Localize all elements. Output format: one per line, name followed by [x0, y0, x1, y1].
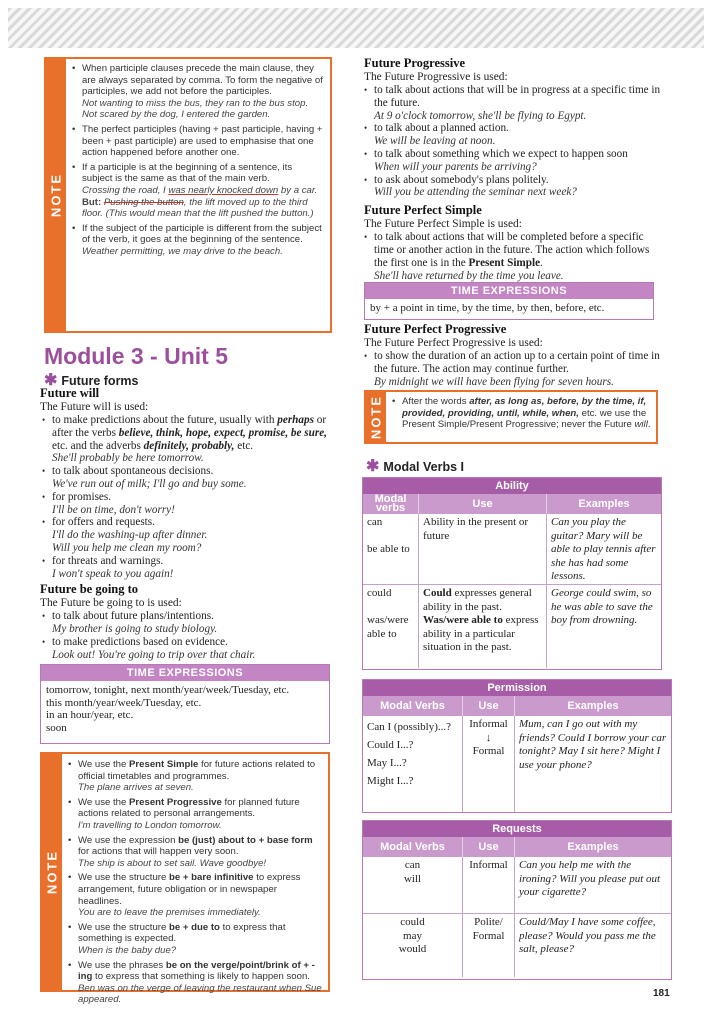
- future-will-section: [40, 386, 330, 662]
- ability-table: Ability Modal verbs Use Examples can be able to Ability in the present or future Can you play the guitar? Mary will be able to play tennis after she has had some lessons. could was/were able to Could expresses general ability in the past. Was/were able to express ability in a particular situation in the past. George could swim, so he was able to save the boy from drowning.: [362, 477, 662, 670]
- list-item: • to make predictions based on evidence. Look out! You're going to trip over that chair.: [42, 636, 330, 662]
- list-item: • for threats and warnings. I won't speak to you again!: [42, 555, 330, 581]
- module-title: Module 3 - Unit 5: [44, 343, 228, 369]
- note-tab: NOTE: [42, 754, 62, 990]
- note-item: • We use the structure be + due to to express that something is expected. When is the baby due?: [68, 922, 322, 957]
- note-item: • We use the expression be (just) about to + base form for actions that will happen very soon. The ship is about to set sail. Wave goodbye!: [68, 835, 322, 870]
- note-item: • When participle clauses precede the main clause, they are always separated by comma. To form the negative of participles, we add not before the participles. Not wanting to miss the bus, they ran to the bus stop. Not scared by the dog, I entered the garden.: [72, 63, 324, 121]
- list-item: • to make predictions about the future, usually with perhaps or after the verbs believe, think, hope, expect, promise, be sure, etc. and the adverbs definitely, probably, etc. She'll probably be here tomorrow.: [42, 414, 330, 465]
- future-will-heading: Future will: [40, 386, 100, 400]
- table-row: could may would Polite/ Formal Could/May I have some coffee, please? Would you pass me the salt, please?: [363, 913, 671, 977]
- table-row: Can I (possibly)...? Could I...? May I...? Might I...? Informal ↓ Formal Mum, can I go out with my friends? Could I borrow your car tonight? May I sit here? Might I use your phone?: [363, 716, 671, 812]
- note-item: • The perfect participles (having + past participle, having + been + past participle) are used to emphasise that one action happened before another one.: [72, 124, 324, 159]
- future-perfect-simple-heading: Future Perfect Simple: [364, 203, 482, 218]
- future-forms-heading: ✱ Future forms: [44, 372, 139, 389]
- table-row: could was/were able to Could expresses general ability in the past. Was/were able to express ability in a particular situation in the past. George could swim, so he was able to save the boy from drowning.: [363, 584, 661, 668]
- list-item: • to talk about actions that will be completed before a specific time or another action in the future. The action which follows the first one is in the Present Simple. She'll have returned by the time you leave.: [364, 231, 664, 282]
- star-icon: ✱: [366, 458, 380, 475]
- note-item: • We use the phrases be on the verge/point/brink of + -ing to express that something is likely to happen soon. Ben was on the verge of leaving the restaurant when Sue appeared.: [68, 960, 322, 1006]
- future-progressive-heading: Future Progressive: [364, 56, 466, 70]
- time-expressions-heading: TIME EXPRESSIONS: [41, 665, 329, 681]
- list-item: • to talk about future plans/intentions. My brother is going to study biology.: [42, 610, 330, 636]
- time-expressions-heading: TIME EXPRESSIONS: [365, 283, 653, 299]
- list-item: • to talk about a planned action. We will be leaving at noon.: [364, 122, 664, 148]
- requests-title: Requests: [363, 821, 671, 837]
- modal-verbs-heading: ✱ Modal Verbs I: [366, 458, 464, 475]
- permission-title: Permission: [363, 680, 671, 696]
- note-item: • After the words after, as long as, before, by the time, if, provided, providing, until, while, when, etc. we use the Present Simple/Present Progressive; never the Future will.: [392, 396, 652, 431]
- list-item: • to show the duration of an action up to a certain point of time in the future. The action may continue further. By midnight we will have been flying for seven hours.: [364, 350, 664, 388]
- list-item: • for promises. I'll be on time, don't worry!: [42, 491, 330, 517]
- requests-table: Requests Modal Verbs Use Examples can will Informal Can you help me with the ironing? Will you please put out your cigarette? could may would Polite/ Formal Could/May I have some coffee, please? Would you pass me the salt, please?: [362, 820, 672, 980]
- list-item: • for offers and requests. I'll do the washing-up after dinner. Will you help me clean my room?: [42, 516, 330, 554]
- note-time-clauses: [364, 390, 658, 444]
- note-participles: [44, 57, 332, 333]
- note-item: • We use the structure be + bare infinitive to express arrangement, future obligation or in newspaper headlines. You are to leave the premises immediately.: [68, 872, 322, 918]
- future-perfect-progressive-heading: Future Perfect Progressive: [364, 322, 507, 336]
- future-progressive-section: Future Progressive The Future Progressive is used: • to talk about actions that will be in progress at a specific time in the future. At 9 o'clock tomorrow, she'll be flying to Egypt. • to talk about a planned action. We will be leaving at noon. • to talk about something which we expect to happen soon When will your parents be arriving? • to ask about somebody's plans politely. Will you be attending the seminar next week? Future Perfect Simple The Future Perfect Simple is used: • to talk about actions that will be completed before a specific time or another action in the future. The action which follows the first one is in the Present Simple. She'll have returned by the time you leave.: [364, 56, 664, 282]
- future-going-intro: The Future be going to is used:: [40, 597, 182, 610]
- list-item: • to talk about something which we expect to happen soon When will your parents be arriving?: [364, 148, 664, 174]
- note-tab: NOTE: [46, 59, 66, 331]
- table-row: can be able to Ability in the present or future Can you play the guitar? Mary will be able to play tennis after she has had some lessons.: [363, 514, 661, 584]
- permission-table: Permission Modal Verbs Use Examples Can I (possibly)...? Could I...? May I...? Might I...? Informal ↓ Formal Mum, can I go out with my friends? Could I borrow your car tonight? May I sit here? Might I use your phone?: [362, 679, 672, 813]
- note-tab: NOTE: [366, 392, 386, 442]
- header-hatch: [8, 8, 704, 48]
- list-item: • to talk about actions that will be in progress at a specific time in the future. At 9 o'clock tomorrow, she'll be flying to Egypt.: [364, 84, 664, 122]
- future-will-intro: The Future will is used:: [40, 401, 149, 413]
- future-going-heading: Future be going to: [40, 582, 139, 597]
- note-item: • We use the Present Progressive for planned future actions related to personal arrangements. I'm travelling to London tomorrow.: [68, 797, 322, 832]
- note-future-expressions: [40, 752, 330, 1006]
- time-expressions-left: TIME EXPRESSIONS tomorrow, tonight, next month/year/week/Tuesday, etc. this month/year/week/Tuesday, etc. in an hour/year, etc. soon: [40, 664, 330, 744]
- table-row: can will Informal Can you help me with the ironing? Will you please put out your cigarette?: [363, 857, 671, 913]
- note-item: • If the subject of the participle is different from the subject of the verb, it goes at the beginning of the sentence. Weather permitting, we may drive to the beach.: [72, 223, 324, 258]
- future-perfect-progressive-section: Future Perfect Progressive The Future Perfect Progressive is used: • to show the duration of an action up to a certain point of time in the future. The action may continue further. By midnight we will have been flying for seven hours.: [364, 322, 664, 388]
- time-expressions-right: TIME EXPRESSIONS by + a point in time, by the time, by then, before, etc.: [364, 282, 654, 320]
- list-item: • to ask about somebody's plans politely. Will you be attending the seminar next week?: [364, 174, 664, 200]
- note-item: • If a participle is at the beginning of a sentence, its subject is the same as that of the main verb. Crossing the road, I was nearly knocked down by a car. But: Pushing the button, the lift moved up to the third floor. (This would mean that the lift pushed the button.): [72, 162, 324, 220]
- ability-title: Ability: [363, 478, 661, 494]
- note-item: • We use the Present Simple for future actions related to official timetables and programmes. The plane arrives at seven.: [68, 759, 322, 794]
- page-number: 181: [653, 988, 670, 999]
- list-item: • to talk about spontaneous decisions. We've run out of milk; I'll go and buy some.: [42, 465, 330, 491]
- star-icon: ✱: [44, 372, 58, 389]
